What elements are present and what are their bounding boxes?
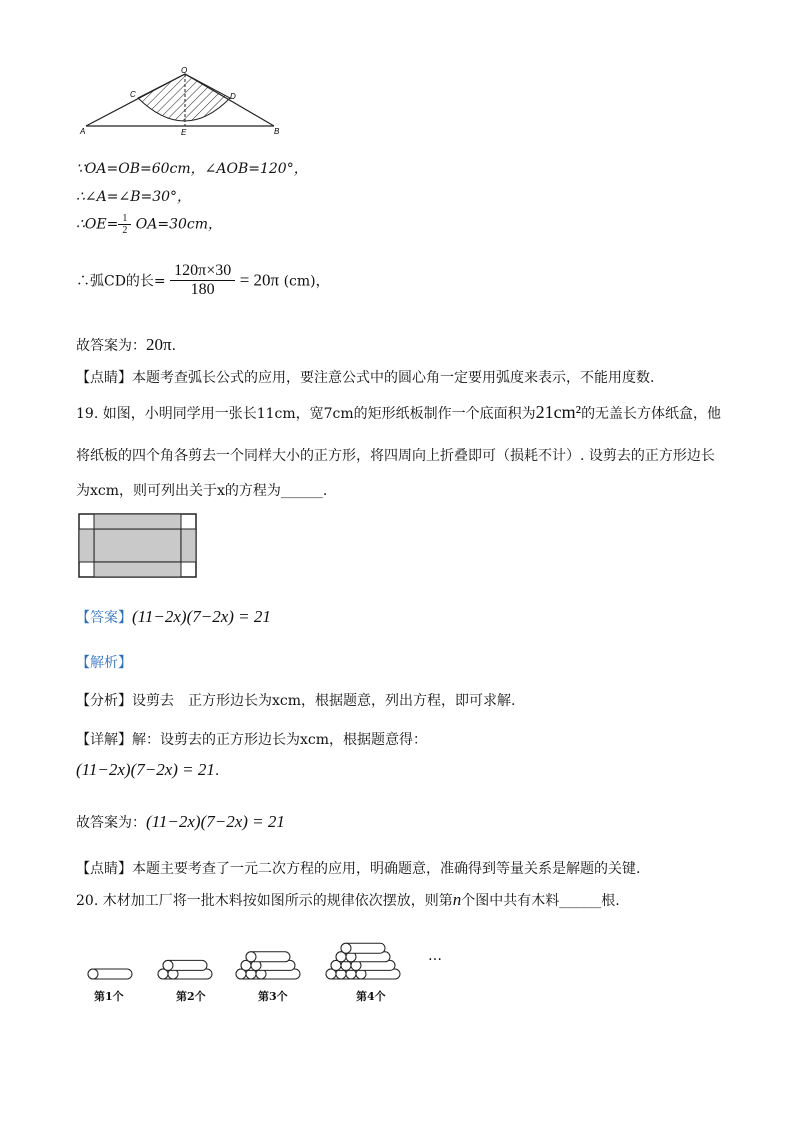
cardboard-figure [78,513,198,579]
flap-right [181,529,196,562]
q19-line1-post: 的无盖长方体纸盒，他 [581,406,722,422]
log-end [341,943,351,953]
caption-3: 第3个 [258,990,288,1003]
log-end [163,960,173,970]
log-row [341,943,385,953]
s18-line1: ∵OA=OB=60cm，∠AOB=120°， [76,161,308,177]
q19-eq-end: . [214,763,220,779]
q19-final-label: 故答案为： [76,815,146,831]
q19-answer-value: (11−2x)(7−2x) = 21 [132,607,271,626]
log-end [88,969,98,979]
s18-frac-num: 1 [118,213,131,225]
q19-eq-value: (11−2x)(7−2x) = 21 [76,760,215,779]
s18-arc-den: 180 [190,281,215,298]
s18-arc-unit: (cm)， [283,273,330,290]
ellipsis: … [428,948,442,964]
q19-line1-pre: 19. 如图，小明同学用一张长11cm，宽7cm的矩形纸板制作一个底面积为 [76,406,536,422]
s18-answer [76,335,176,355]
q19-line2: 将纸板的四个角各剪去一个同样大小的正方形，将四周向上折叠即可（损耗不计）. 设剪去的正方形边长 [76,448,715,464]
q19-final-value: (11−2x)(7−2x) = 21 [146,812,285,831]
shaded-region [138,74,230,121]
label-e: E [181,128,187,137]
q20-text-post: 个图中共有木料______根. [461,893,620,909]
q19-line3: 为xcm，则可列出关于x的方程为______. [76,483,328,499]
q19-xiangjie: 【详解】解：设剪去的正方形边长为xcm，根据题意得： [76,732,428,748]
q19-eq [76,760,219,780]
label-c: C [130,90,136,99]
label-b: B [274,127,280,136]
s18-line2: ∴∠A=∠B=30°， [76,189,192,205]
s18-answer-end: . [171,338,177,354]
cardboard-base [94,529,181,562]
q19-comment: 【点睛】本题主要考查了一元二次方程的应用，明确题意，准确得到等量关系是解题的关键. [76,861,641,877]
s18-arc-result: = 20π [239,270,280,290]
log-row [246,952,290,962]
q19-analysis-label: 【解析】 [76,655,132,671]
s18-comment: 【点睛】本题考查弧长公式的应用，要注意公式中的圆心角一定要用弧度来表示，不能用度数. [76,370,655,386]
label-d: D [230,92,236,101]
q20-text [76,890,620,910]
s18-frac-den: 2 [122,225,128,236]
q19-area: 21cm² [535,402,582,422]
s18-line3-post: OA=30cm， [135,216,223,233]
q19-fenxi: 【分析】设剪去 正方形边长为xcm，根据题意，列出方程，即可求解. [76,693,516,709]
flap-left [79,529,94,562]
q19-answer [76,607,271,627]
log-row [88,969,132,979]
q19-line1 [76,402,721,423]
s18-line3 [76,213,222,236]
log-row [163,960,207,970]
flap-bottom [94,562,181,577]
s18-answer-value: 20π [146,335,172,354]
q20-n: n [452,890,462,909]
q20-text-pre: 20. 木材加工厂将一批木料按如图所示的规律依次摆放，则第 [76,893,453,909]
caption-4: 第4个 [356,990,386,1003]
q19-final [76,812,285,832]
label-o: O [181,66,188,75]
s18-line4-pre: ∴弧CD的长= [76,273,166,290]
s18-line3-pre: ∴OE= [76,216,119,233]
s18-arc-num: 120π×30 [170,262,235,281]
s18-answer-label: 故答案为： [76,338,146,354]
label-a: A [80,127,86,136]
log-end [246,952,256,962]
s18-line4 [76,262,330,299]
q19-answer-label: 【答案】 [76,610,132,626]
flap-top [94,514,181,529]
caption-2: 第2个 [176,990,206,1003]
sector-triangle-figure [78,64,288,140]
caption-1: 第1个 [94,990,124,1003]
